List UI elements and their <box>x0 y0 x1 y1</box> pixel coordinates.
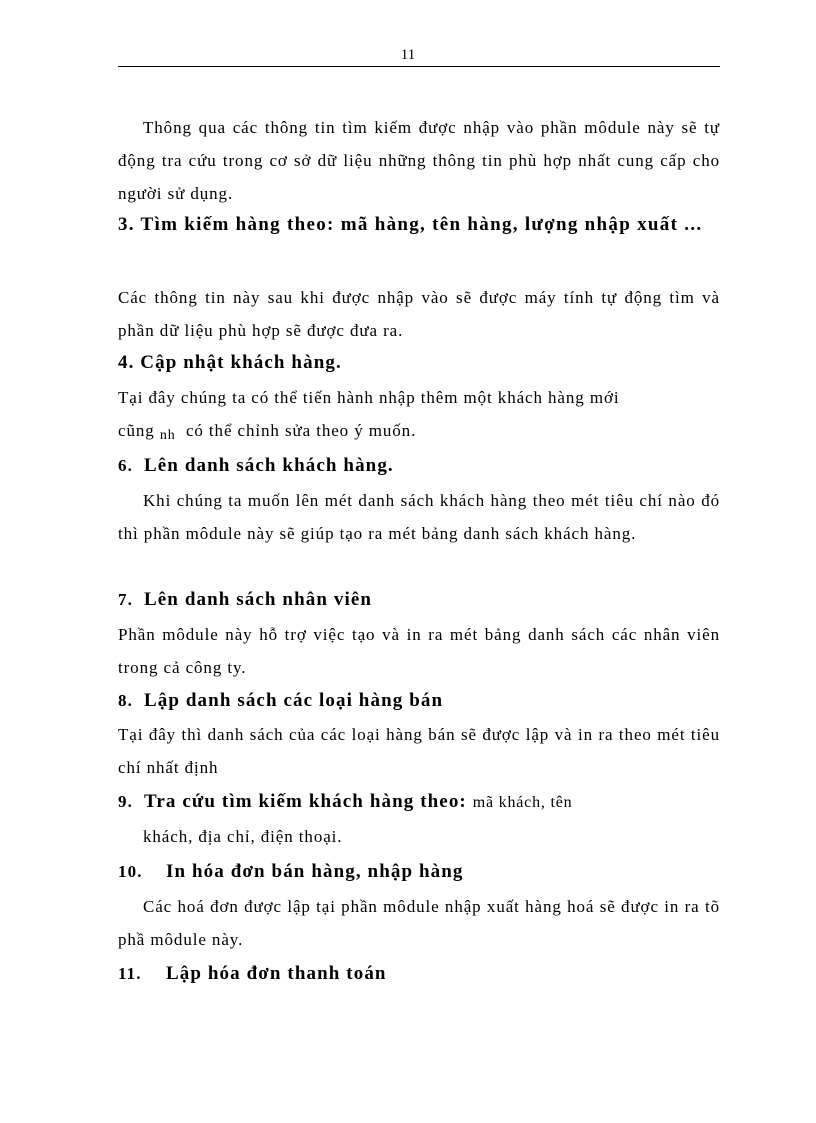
heading-10-title: In hóa đơn bán hàng, nhập hàng <box>166 861 464 882</box>
heading-9-number: 9. <box>118 792 133 811</box>
heading-6 <box>118 449 720 482</box>
paragraph-4-subscript: nh <box>159 428 176 443</box>
page-number: 11 <box>400 47 416 63</box>
heading-7-number: 7. <box>118 590 133 609</box>
paragraph-10: Các hoá đơn được lập tại phần môdule nhập xuất hàng hoá sẽ được in ra tõ phầ môdule này. <box>118 897 720 949</box>
heading-9-rest: mã khách, tên <box>472 794 573 811</box>
heading-6-title: Lên danh sách khách hàng. <box>144 455 394 476</box>
heading-6-number: 6. <box>118 456 133 475</box>
paragraph-4 <box>118 381 720 452</box>
paragraph-4-rest: có thể chỉnh sửa theo ý muốn. <box>185 421 417 440</box>
paragraph-3: Các thông tin này sau khi được nhập vào sẽ được máy tính tự động tìm và phần dữ liệu phù hợp sẽ được đưa ra. <box>118 288 720 340</box>
paragraph-4-word: cũng <box>118 421 155 440</box>
heading-9-title: Tra cứu tìm kiếm khách hàng theo: <box>144 791 467 812</box>
paragraph-4-line-2 <box>118 414 720 452</box>
heading-8 <box>118 684 720 717</box>
heading-11-title: Lập hóa đơn thanh toán <box>166 963 387 984</box>
heading-11 <box>118 957 720 990</box>
heading-8-title: Lập danh sách các loại hàng bán <box>144 690 444 711</box>
paragraph-6: Khi chúng ta muốn lên mét danh sách khách hàng theo mét tiêu chí nào đó thì phần môdule này sẽ giúp tạo ra mét bảng danh sách khách hàng. <box>118 491 720 543</box>
paragraph-9: khách, địa chỉ, điện thoại. <box>143 827 343 846</box>
paragraph-7: Phần môdule này hỗ trợ việc tạo và in ra mét bảng danh sách các nhân viên trong cả công ty. <box>118 625 720 677</box>
heading-9 <box>118 785 720 819</box>
heading-8-number: 8. <box>118 691 133 710</box>
paragraph-4-line-1: Tại đây chúng ta có thể tiến hành nhập thêm một khách hàng mới <box>118 388 620 407</box>
paragraph-8: Tại đây thì danh sách của các loại hàng bán sẽ được lập và in ra theo mét tiêu chí nhất định <box>118 725 720 777</box>
header-rule <box>118 66 720 67</box>
heading-3: 3. Tìm kiếm hàng theo: mã hàng, tên hàng, lượng nhập xuất ... <box>118 214 703 235</box>
heading-10 <box>118 855 720 888</box>
heading-4: 4. Cập nhật khách hàng. <box>118 352 342 373</box>
intro-paragraph: Thông qua các thông tin tìm kiếm được nhập vào phần môdule này sẽ tự động tra cứu trong cơ sở dữ liệu những thông tin phù hợp nhất cung cấp cho người sử dụng. <box>118 118 720 203</box>
heading-10-number: 10. <box>118 862 143 881</box>
heading-7 <box>118 583 720 616</box>
heading-11-number: 11. <box>118 964 142 983</box>
heading-7-title: Lên danh sách nhân viên <box>144 589 373 610</box>
